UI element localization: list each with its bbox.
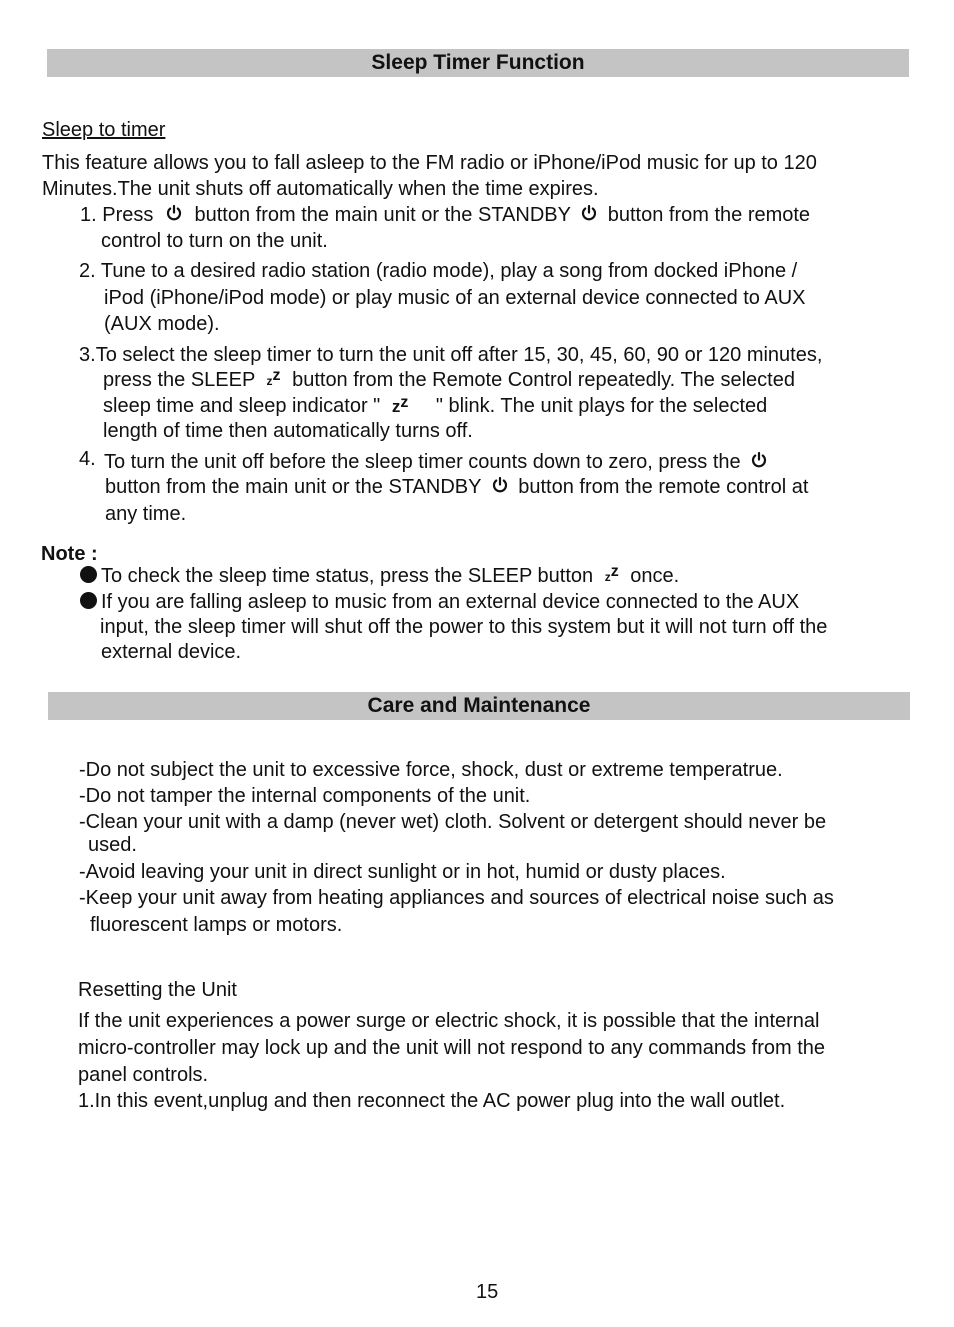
reset-line-4: 1.In this event,unplug and then reconnect the AC power plug into the wall outlet. [78,1090,786,1112]
step-3-text-2a: press the SLEEP [103,369,255,391]
subtitle-sleep-to-timer: Sleep to timer [42,119,166,141]
step-1-text-b: button from the main unit or the STANDBY [194,204,571,226]
note-1-text-a: To check the sleep time status, press the SLEEP button [101,565,594,587]
reset-line-2: micro-controller may lock up and the unit will not respond to any commands from the [78,1037,826,1059]
step-3-line-1 [79,342,822,368]
power-icon [580,203,598,229]
note-2-text-1: If you are falling asleep to music from an external device connected to the AUX [101,591,800,613]
step-3-number: 3. [79,344,96,366]
note-item-1 [80,563,679,589]
section-header-sleep-timer: Sleep Timer Function [47,49,909,77]
step-4-text-2b: button from the remote control at [518,476,809,498]
step-3-text-3b: " blink. The unit plays for the selected [435,395,768,417]
step-3-line-4: length of time then automatically turns off. [103,420,473,442]
step-2-line-1: 2. Tune to a desired radio station (radio mode), play a song from docked iPhone / [79,260,798,282]
note-item-2-line-2: input, the sleep timer will shut off the power to this system but it will not turn off the [100,616,828,638]
step-4-line-3: any time. [105,503,187,525]
sleep-zz-icon: zz [391,393,409,416]
step-1-line-1 [80,202,810,229]
step-3-text-2b: button from the Remote Control repeatedly. The selected [292,369,795,391]
care-item-3-line-1: -Clean your unit with a damp (never wet) cloth. Solvent or detergent should never be [79,811,827,833]
care-item-5-line-1: -Keep your unit away from heating appliances and sources of electrical noise such as [79,887,834,909]
step-2-line-2: iPod (iPhone/iPod mode) or play music of an external device connected to AUX [104,287,806,309]
step-1-line-2: control to turn on the unit. [101,230,328,252]
section-header-care: Care and Maintenance [48,692,910,720]
step-3-line-3 [103,393,767,419]
note-item-2-line-3: external device. [101,641,242,663]
step-4-line-2 [105,474,808,501]
step-1-text-c: button from the remote [607,204,811,226]
care-item-5-line-2: fluorescent lamps or motors. [90,914,343,936]
note-item-2-line-1 [80,589,799,615]
step-2-line-3: (AUX mode). [104,313,220,335]
reset-title: Resetting the Unit [78,979,237,1001]
sleep-zz-icon: zz [604,562,619,584]
power-icon [165,203,183,229]
reset-line-3: panel controls. [78,1064,209,1086]
page-number: 15 [476,1281,499,1303]
note-1-text-b: once. [630,565,680,587]
bullet-dot-icon [80,566,97,583]
step-3-text-3a: sleep time and sleep indicator " [103,395,381,417]
step-4-number: 4. [79,448,96,470]
care-item-2: -Do not tamper the internal components of the unit. [79,785,531,807]
power-icon [491,475,509,501]
care-item-4: -Avoid leaving your unit in direct sunlight or in hot, humid or dusty places. [79,861,726,883]
reset-line-1: If the unit experiences a power surge or electric shock, it is possible that the internal [78,1010,820,1032]
care-item-3-line-2: used. [88,834,137,856]
bullet-dot-icon [80,592,97,609]
step-4-text-1: To turn the unit off before the sleep timer counts down to zero, press the [104,451,741,473]
step-1-number: 1. [80,204,97,226]
step-4-line-1 [104,449,772,476]
step-1-text-a: Press [102,204,154,226]
step-4-text-2a: button from the main unit or the STANDBY [105,476,482,498]
intro-line-1: This feature allows you to fall asleep to the FM radio or iPhone/iPod music for up to 120 [42,152,817,174]
step-3-text-1: To select the sleep timer to turn the unit off after 15, 30, 45, 60, 90 or 120 minutes, [95,344,823,366]
step-3-line-2 [103,367,795,393]
sleep-zz-icon: zz [266,366,281,388]
power-icon [750,450,768,476]
care-item-1: -Do not subject the unit to excessive force, shock, dust or extreme temperatrue. [79,759,783,781]
intro-line-2: Minutes.The unit shuts off automatically when the time expires. [42,178,599,200]
note-label: Note : [41,543,98,565]
